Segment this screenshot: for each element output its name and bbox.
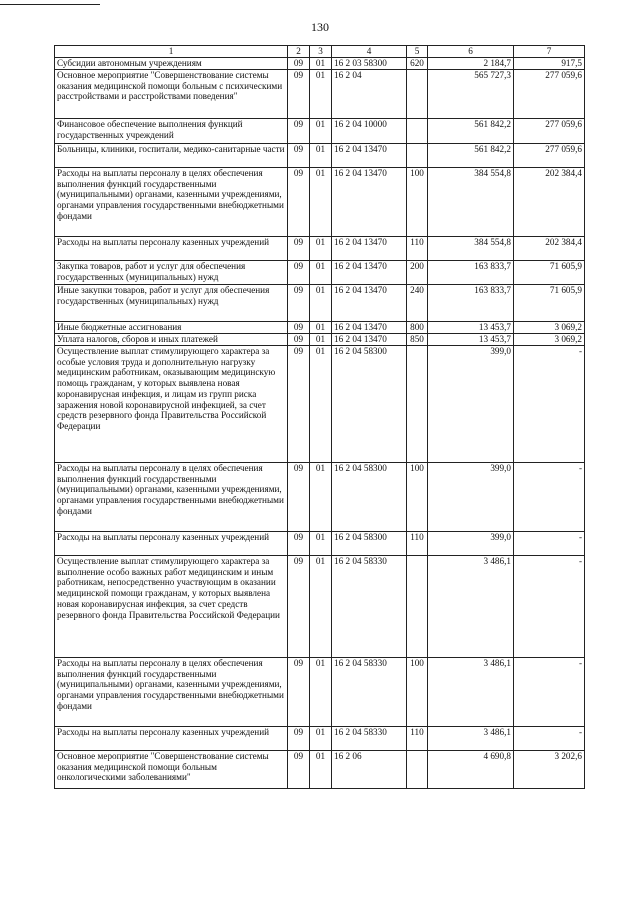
subsection-code-cell: 01 <box>310 334 332 346</box>
target-article-cell: 16 2 04 13470 <box>332 322 407 334</box>
subsection-code-cell: 01 <box>310 285 332 322</box>
header-cell: 3 <box>310 46 332 58</box>
section-code-cell: 09 <box>288 751 310 789</box>
target-article-cell: 16 2 03 58300 <box>332 58 407 70</box>
section-code-cell: 09 <box>288 70 310 119</box>
table-row <box>55 168 585 237</box>
expense-type-cell <box>407 70 428 119</box>
header-cell: 6 <box>428 46 514 58</box>
expense-type-cell: 110 <box>407 237 428 261</box>
target-article-cell: 16 2 04 58330 <box>332 727 407 751</box>
expense-type-cell <box>407 346 428 463</box>
subsection-code-cell: 01 <box>310 119 332 144</box>
expense-type-cell <box>407 556 428 658</box>
expense-type-cell: 100 <box>407 463 428 532</box>
amount-year1-cell: 561 842,2 <box>428 119 514 144</box>
section-code-cell: 09 <box>288 322 310 334</box>
expense-type-cell: 110 <box>407 727 428 751</box>
amount-year2-cell: 3 069,2 <box>514 322 585 334</box>
header-cell: 7 <box>514 46 585 58</box>
table-row <box>55 334 585 346</box>
table-body <box>55 58 585 789</box>
target-article-cell: 16 2 06 <box>332 751 407 789</box>
header-row <box>55 46 585 58</box>
row-name-cell: Финансовое обеспечение выполнения функций государственных учреждений <box>55 119 288 144</box>
amount-year2-cell: 71 605,9 <box>514 261 585 285</box>
subsection-code-cell: 01 <box>310 237 332 261</box>
corner-mark <box>0 0 100 5</box>
expense-type-cell: 620 <box>407 58 428 70</box>
target-article-cell: 16 2 04 13470 <box>332 168 407 237</box>
amount-year2-cell: 277 059,6 <box>514 70 585 119</box>
amount-year1-cell: 3 486,1 <box>428 658 514 727</box>
amount-year1-cell: 163 833,7 <box>428 285 514 322</box>
table-row <box>55 322 585 334</box>
section-code-cell: 09 <box>288 237 310 261</box>
target-article-cell: 16 2 04 13470 <box>332 237 407 261</box>
subsection-code-cell: 01 <box>310 261 332 285</box>
subsection-code-cell: 01 <box>310 463 332 532</box>
amount-year1-cell: 399,0 <box>428 463 514 532</box>
table-row <box>55 727 585 751</box>
amount-year1-cell: 561 842,2 <box>428 144 514 168</box>
expense-type-cell: 800 <box>407 322 428 334</box>
amount-year1-cell: 3 486,1 <box>428 556 514 658</box>
subsection-code-cell: 01 <box>310 727 332 751</box>
expense-type-cell: 100 <box>407 658 428 727</box>
row-name-cell: Осуществление выплат стимулирующего характера за особые условия труда и дополнительную нагрузку медицинским работникам, оказывающим медицинскую помощь гражданам, у которых выявлена новая коронавирусная инфекция, и лицам из групп риска заражения новой коронавирусной инфекцией, за счет средств резервного фонда Правительства Российской Федерации <box>55 346 288 463</box>
target-article-cell: 16 2 04 13470 <box>332 261 407 285</box>
subsection-code-cell: 01 <box>310 658 332 727</box>
row-name-cell: Расходы на выплаты персоналу в целях обеспечения выполнения функций государственными (муниципальными) органами, казенными учреждениями, органами управления государственными внебюджетными фондами <box>55 168 288 237</box>
section-code-cell: 09 <box>288 261 310 285</box>
section-code-cell: 09 <box>288 58 310 70</box>
expense-type-cell: 200 <box>407 261 428 285</box>
amount-year2-cell: - <box>514 463 585 532</box>
section-code-cell: 09 <box>288 119 310 144</box>
header-cell: 2 <box>288 46 310 58</box>
table-row <box>55 144 585 168</box>
section-code-cell: 09 <box>288 556 310 658</box>
header-cell: 5 <box>407 46 428 58</box>
section-code-cell: 09 <box>288 463 310 532</box>
table-row <box>55 463 585 532</box>
amount-year1-cell: 565 727,3 <box>428 70 514 119</box>
amount-year1-cell: 3 486,1 <box>428 727 514 751</box>
section-code-cell: 09 <box>288 346 310 463</box>
table-row <box>55 70 585 119</box>
target-article-cell: 16 2 04 58330 <box>332 556 407 658</box>
expense-type-cell: 110 <box>407 532 428 556</box>
header-cell: 1 <box>55 46 288 58</box>
section-code-cell: 09 <box>288 144 310 168</box>
section-code-cell: 09 <box>288 532 310 556</box>
target-article-cell: 16 2 04 13470 <box>332 334 407 346</box>
row-name-cell: Основное мероприятие "Совершенствование системы оказания медицинской помощи больным онкологическими заболеваниями" <box>55 751 288 789</box>
row-name-cell: Расходы на выплаты персоналу казенных учреждений <box>55 237 288 261</box>
expense-type-cell: 850 <box>407 334 428 346</box>
row-name-cell: Расходы на выплаты персоналу в целях обеспечения выполнения функций государственными (муниципальными) органами, казенными учреждениями, органами управления государственными внебюджетными фондами <box>55 658 288 727</box>
budget-table <box>54 45 585 789</box>
expense-type-cell: 100 <box>407 168 428 237</box>
row-name-cell: Иные бюджетные ассигнования <box>55 322 288 334</box>
expense-type-cell <box>407 751 428 789</box>
target-article-cell: 16 2 04 58300 <box>332 532 407 556</box>
row-name-cell: Больницы, клиники, госпитали, медико-санитарные части <box>55 144 288 168</box>
table-row <box>55 658 585 727</box>
expense-type-cell <box>407 144 428 168</box>
amount-year2-cell: 202 384,4 <box>514 237 585 261</box>
amount-year1-cell: 399,0 <box>428 346 514 463</box>
amount-year2-cell: 3 202,6 <box>514 751 585 789</box>
row-name-cell: Иные закупки товаров, работ и услуг для обеспечения государственных (муниципальных) нужд <box>55 285 288 322</box>
amount-year2-cell: 277 059,6 <box>514 144 585 168</box>
amount-year1-cell: 399,0 <box>428 532 514 556</box>
amount-year2-cell: 277 059,6 <box>514 119 585 144</box>
amount-year2-cell: 202 384,4 <box>514 168 585 237</box>
row-name-cell: Уплата налогов, сборов и иных платежей <box>55 334 288 346</box>
table-row <box>55 285 585 322</box>
expense-type-cell <box>407 119 428 144</box>
table-row <box>55 237 585 261</box>
section-code-cell: 09 <box>288 727 310 751</box>
subsection-code-cell: 01 <box>310 322 332 334</box>
amount-year1-cell: 13 453,7 <box>428 334 514 346</box>
table-row <box>55 58 585 70</box>
row-name-cell: Расходы на выплаты персоналу казенных учреждений <box>55 727 288 751</box>
section-code-cell: 09 <box>288 658 310 727</box>
target-article-cell: 16 2 04 <box>332 70 407 119</box>
table-row <box>55 556 585 658</box>
amount-year1-cell: 384 554,8 <box>428 168 514 237</box>
row-name-cell: Субсидии автономным учреждениям <box>55 58 288 70</box>
page-number: 130 <box>311 20 329 34</box>
row-name-cell: Осуществление выплат стимулирующего характера за выполнение особо важных работ медицинским и иным работникам, непосредственно участвующим в оказании медицинской помощи гражданам, у которых выявлена новая коронавирусная инфекция, за счет средств резервного фонда Правительства Российской Федерации <box>55 556 288 658</box>
subsection-code-cell: 01 <box>310 751 332 789</box>
subsection-code-cell: 01 <box>310 70 332 119</box>
target-article-cell: 16 2 04 13470 <box>332 285 407 322</box>
amount-year2-cell: 3 069,2 <box>514 334 585 346</box>
table-row <box>55 119 585 144</box>
amount-year2-cell: - <box>514 556 585 658</box>
target-article-cell: 16 2 04 13470 <box>332 144 407 168</box>
table-row <box>55 532 585 556</box>
subsection-code-cell: 01 <box>310 532 332 556</box>
table-row <box>55 346 585 463</box>
header-cell: 4 <box>332 46 407 58</box>
section-code-cell: 09 <box>288 168 310 237</box>
amount-year2-cell: - <box>514 727 585 751</box>
target-article-cell: 16 2 04 58300 <box>332 463 407 532</box>
target-article-cell: 16 2 04 58300 <box>332 346 407 463</box>
subsection-code-cell: 01 <box>310 346 332 463</box>
amount-year1-cell: 2 184,7 <box>428 58 514 70</box>
row-name-cell: Закупка товаров, работ и услуг для обеспечения государственных (муниципальных) нужд <box>55 261 288 285</box>
amount-year2-cell: - <box>514 346 585 463</box>
table-row <box>55 261 585 285</box>
subsection-code-cell: 01 <box>310 58 332 70</box>
target-article-cell: 16 2 04 10000 <box>332 119 407 144</box>
amount-year2-cell: - <box>514 658 585 727</box>
amount-year2-cell: 917,5 <box>514 58 585 70</box>
amount-year2-cell: 71 605,9 <box>514 285 585 322</box>
row-name-cell: Расходы на выплаты персоналу в целях обеспечения выполнения функций государственными (муниципальными) органами, казенными учреждениями, органами управления государственными внебюджетными фондами <box>55 463 288 532</box>
row-name-cell: Расходы на выплаты персоналу казенных учреждений <box>55 532 288 556</box>
expense-type-cell: 240 <box>407 285 428 322</box>
table-row <box>55 751 585 789</box>
section-code-cell: 09 <box>288 334 310 346</box>
amount-year1-cell: 4 690,8 <box>428 751 514 789</box>
subsection-code-cell: 01 <box>310 168 332 237</box>
subsection-code-cell: 01 <box>310 556 332 658</box>
row-name-cell: Основное мероприятие "Совершенствование системы оказания медицинской помощи больным с психическими расстройствами и расстройствами поведения" <box>55 70 288 119</box>
amount-year1-cell: 384 554,8 <box>428 237 514 261</box>
subsection-code-cell: 01 <box>310 144 332 168</box>
section-code-cell: 09 <box>288 285 310 322</box>
amount-year2-cell: - <box>514 532 585 556</box>
amount-year1-cell: 163 833,7 <box>428 261 514 285</box>
target-article-cell: 16 2 04 58330 <box>332 658 407 727</box>
amount-year1-cell: 13 453,7 <box>428 322 514 334</box>
